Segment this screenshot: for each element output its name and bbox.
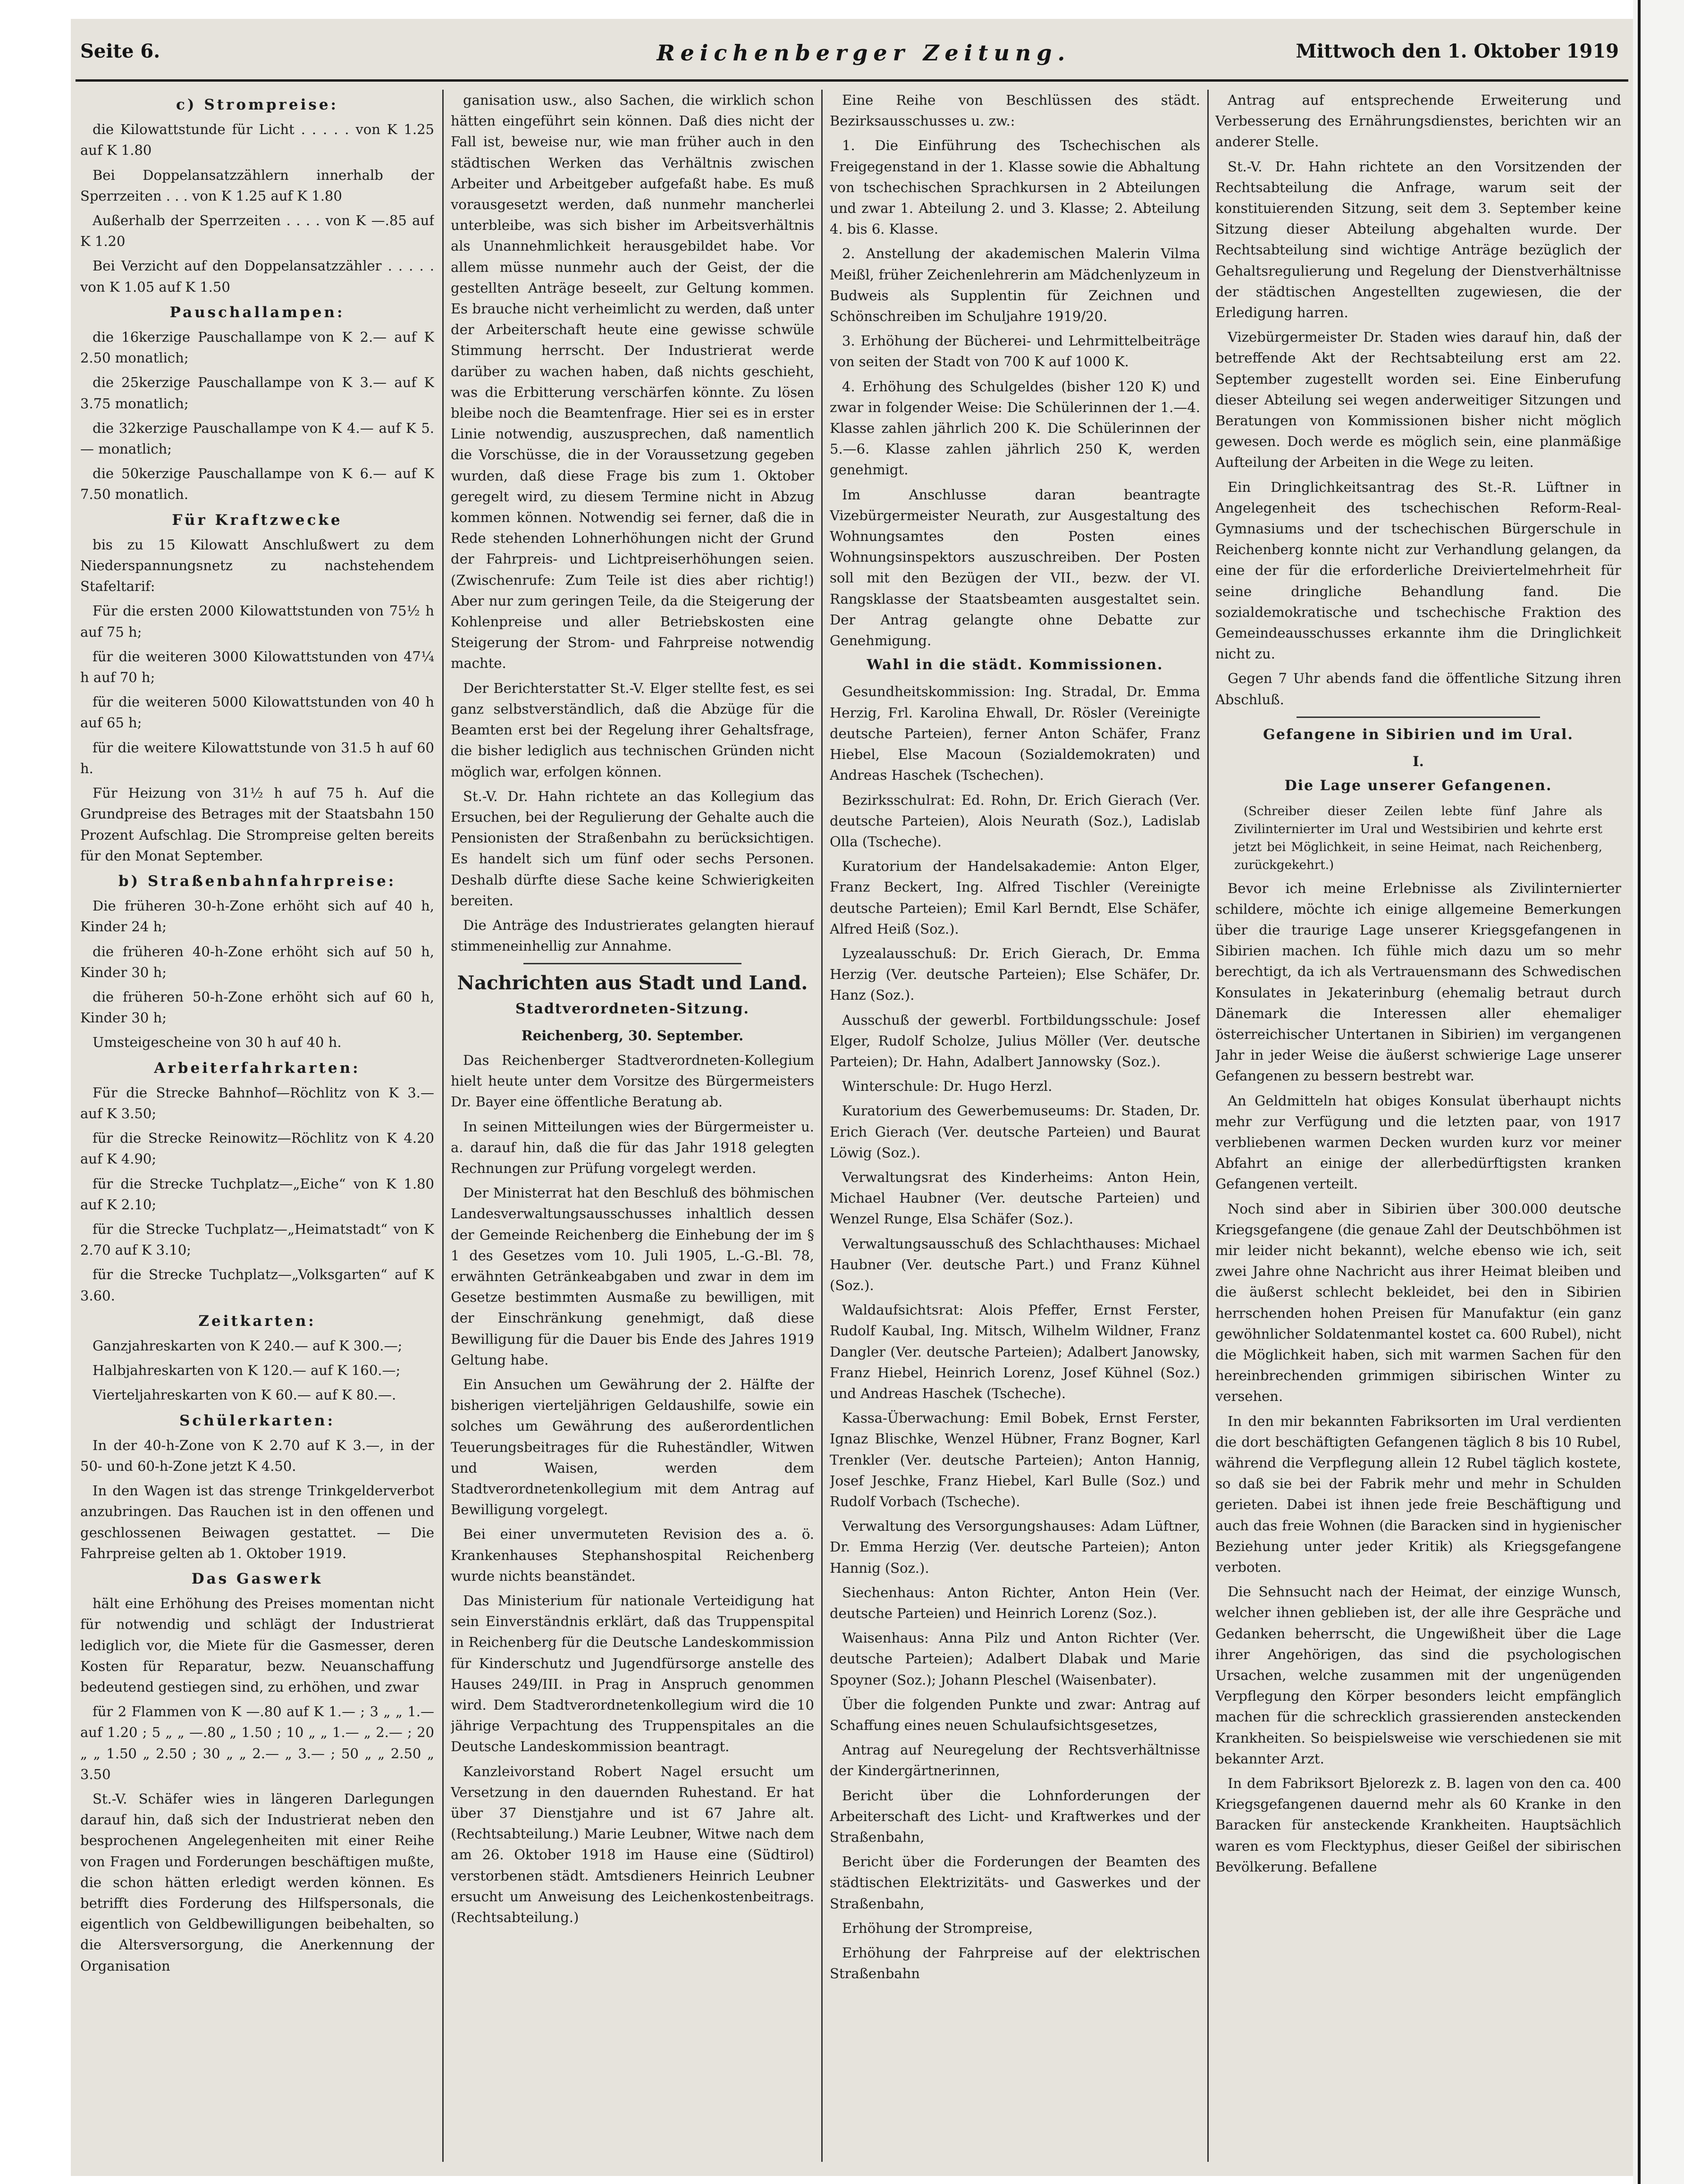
paragraph: Antrag auf Neuregelung der Rechtsverhältnisse der Kindergärtnerinnen, bbox=[830, 1742, 1200, 1779]
column-rule bbox=[442, 90, 444, 2162]
dateline: Reichenberg, 30. September. bbox=[521, 1027, 744, 1044]
column-1 bbox=[80, 90, 434, 2167]
paragraph: Das Ministerium für nationale Verteidigung hat sein Einverständnis erklärt, daß das Truppenspital in Reichenberg für die Deutsche Landeskommission für Kinderschutz und Jugendfürsorge anstelle des Hauses 249/III. in Prag in Anspruch genommen wird. Dem Stadtverordnetenkollegium wird die 10 jährige Verpachtung des Truppenspitales an die Deutsche Landeskommission beantragt. bbox=[451, 1593, 814, 1755]
paragraph: Das Reichenberger Stadtverordneten-Kollegium hielt heute unter dem Vorsitze des Bürgermeisters Dr. Bayer eine öffentliche Beratung ab. bbox=[451, 1052, 814, 1110]
paragraph: Kuratorium der Handelsakademie: Anton Elger, Franz Beckert, Ing. Alfred Tischler (Vereinigte deutsche Parteien); Emil Karl Berndt, Else Schäfer, Alfred Heiß (Soz.). bbox=[830, 858, 1200, 937]
paragraph: Vizebürgermeister Dr. Staden wies darauf hin, daß der betreffende Akt der Rechtsabteilung erst am 22. September zugestellt worden sei. Eine Einberufung dieser Abteilung sei wegen anderweitiger Sitzungen und Beratungen von Kommissionen bisher nicht möglich gewesen. Doch werde es möglich sein, eine planmäßige Aufteilung der Arbeiten in die Wege zu leiten. bbox=[1215, 329, 1621, 471]
paragraph: Halbjahreskarten von K 120.— auf K 160.—; bbox=[93, 1362, 401, 1379]
paragraph: Außerhalb der Sperrzeiten . . . . von K —.85 auf K 1.20 bbox=[80, 212, 434, 250]
paragraph: für die weiteren 5000 Kilowattstunden von 40 h auf 65 h; bbox=[80, 694, 434, 731]
paragraph: Bei Doppelansatzzählern innerhalb der Sperrzeiten . . . von K 1.25 auf K 1.80 bbox=[80, 167, 434, 204]
article-title: Gefangene in Sibirien und im Ural. bbox=[1263, 726, 1574, 743]
paragraph: In dem Fabriksort Bjelorezk z. B. lagen von den ca. 400 Kriegsgefangenen dauernd mehr als 60 Kranke in den Baracken für ansteckende Krankheiten. Hauptsächlich waren es vom Flecktyphus, dieser Geißel der sibirischen Bevölkerung. Befallene bbox=[1215, 1775, 1621, 1875]
editorial-note: (Schreiber dieser Zeilen lebte fünf Jahre als Zivilinternierter im Ural und Westsibirien und kehrte erst jetzt bei Möglichkeit, in seine Heimat, nach Reichenberg, zurückgekehrt.) bbox=[1234, 804, 1602, 872]
subheading: Das Gaswerk bbox=[191, 1570, 323, 1587]
paragraph: die 25kerzige Pauschallampe von K 3.— auf K 3.75 monatlich; bbox=[80, 374, 434, 412]
paragraph: Vierteljahreskarten von K 60.— auf K 80.—. bbox=[93, 1387, 396, 1403]
paragraph: für die weiteren 3000 Kilowattstunden von 47¼ h auf 70 h; bbox=[80, 648, 434, 686]
paragraph: 3. Erhöhung der Bücherei- und Lehrmittelbeiträge von seiten der Stadt von 700 K auf 1000 K. bbox=[830, 333, 1200, 370]
scan-edge-line bbox=[1638, 0, 1641, 2184]
paragraph: Bevor ich meine Erlebnisse als Zivilinternierter schildere, möchte ich einige allgemeine Bemerkungen über die traurige Lage unserer Kriegsgefangenen in Sibirien machen. Ich fühle mich dazu um so mehr berechtigt, da ich als Vertrauensmann des Schwedischen Konsulates in Jekaterinburg (ehemalig betraut durch Dänemark die Interessen aller ehemaliger österreichischer Untertanen in Sibirien) im vergangenen Jahr in jeder Weise die äußerst schwierige Lage unserer Gefangenen zu bessern bestrebt war. bbox=[1215, 880, 1621, 1084]
paragraph: für 2 Flammen von K —.80 auf K 1.— ; 3 „ „ 1.— auf 1.20 ; 5 „ „ —.80 „ 1.50 ; 10 „ „ 1.— „ 2.— ; 20 „ „ 1.50 „ 2.50 ; 30 „ „ 2.— „ 3.— ; 50 „ „ 2.50 „ 3.50 bbox=[80, 1703, 434, 1782]
paragraph: Gegen 7 Uhr abends fand die öffentliche Sitzung ihren Abschluß. bbox=[1215, 670, 1621, 708]
paragraph: Der Ministerrat hat den Beschluß des böhmischen Landesverwaltungsausschusses inhaltlich dessen der Gemeinde Reichenberg die Einhebung der im § 1 des Gesetzes vom 10. Juli 1905, L.-G.-Bl. 78, erwähnten Getränkeabgaben und zwar in dem im Gesetze bestimmten Ausmaße zu bewilligen, mit der Einschränkung genehmigt, daß diese Bewilligung für die Dauer bis Ende des Jahres 1919 Geltung habe. bbox=[451, 1185, 814, 1368]
column-rule bbox=[1207, 90, 1209, 2162]
paragraph: Bei Verzicht auf den Doppelansatzzähler . . . . . von K 1.05 auf K 1.50 bbox=[80, 258, 434, 295]
paragraph: für die Strecke Tuchplatz—„Volksgarten“ auf K 3.60. bbox=[80, 1266, 434, 1304]
paragraph: Für die ersten 2000 Kilowattstunden von 75½ h auf 75 h; bbox=[80, 603, 434, 640]
paragraph: Erhöhung der Fahrpreise auf der elektrischen Straßenbahn bbox=[830, 1945, 1200, 1982]
paragraph: die früheren 50-h-Zone erhöht sich auf 60 h, Kinder 30 h; bbox=[80, 988, 434, 1026]
paragraph: St.-V. Schäfer wies in längeren Darlegungen darauf hin, daß sich der Industrierat neben den besprochenen Angelegenheiten mit einer Reihe von Fragen und Forderungen beschäftigen mußte, die schon hätten erledigt werden können. Es betrifft dies Forderung des Hilfspersonals, die eigentlich von Geldbewilligungen beibehalten, so die Altersversorgung, die Anerkennung der Organisation bbox=[80, 1791, 434, 1974]
newspaper-title: Reichenberger Zeitung. bbox=[657, 40, 1071, 66]
scan-margin bbox=[1633, 0, 1684, 2184]
subheading: Für Kraftzwecke bbox=[172, 511, 343, 529]
paragraph: Waisenhaus: Anna Pilz und Anton Richter (Ver. deutsche Parteien); Adalbert Dlabak und Marie Spoyner (Soz.); Johann Pleschel (Waisenbater). bbox=[830, 1630, 1200, 1688]
paragraph: St.-V. Dr. Hahn richtete an das Kollegium das Ersuchen, bei der Regulierung der Gehalte auch die Pensionisten der Straßenbahn zu berücksichtigen. Es handelt sich um fünf oder sechs Personen. Deshalb dürfte diese Sache keine Schwierigkeiten bereiten. bbox=[451, 788, 814, 909]
subheading: Arbeiterfahrkarten: bbox=[154, 1059, 361, 1077]
dateline: I. bbox=[1413, 753, 1424, 770]
paragraph: Ganzjahreskarten von K 240.— auf K 300.—; bbox=[93, 1337, 403, 1354]
paragraph: St.-V. Dr. Hahn richtete an den Vorsitzenden der Rechtsabteilung die Anfrage, warum seit der konstituierenden Sitzung, seit dem 3. September keine Sitzung dieser Abteilung abgehalten wurde. Der Rechtsabteilung sind wichtige Anträge bezüglich der Gehaltsregulierung und Regelung der Dienstverhältnisse der städtischen Angestellten zugewiesen, die der Erledigung harren. bbox=[1215, 158, 1621, 321]
paragraph: die Kilowattstunde für Licht . . . . . von K 1.25 auf K 1.80 bbox=[80, 121, 434, 159]
paragraph: Kuratorium des Gewerbemuseums: Dr. Staden, Dr. Erich Gierach (Ver. deutsche Parteien) und Baurat Löwig (Soz.). bbox=[830, 1103, 1200, 1161]
paragraph: Kanzleivorstand Robert Nagel ersucht um Versetzung in den dauernden Ruhestand. Er hat über 37 Dienstjahre und ist 67 Jahre alt. (Rechtsabteilung.) Marie Leubner, Witwe nach dem am 26. Oktober 1918 im Hause eine (Südtirol) verstorbenen städt. Amtsdieners Heinrich Leubner ersucht um Anweisung des Leichenkostenbeitrags. (Rechtsabteilung.) bbox=[451, 1763, 814, 1926]
paragraph: Die Sehnsucht nach der Heimat, der einzige Wunsch, welcher ihnen geblieben ist, der alle ihre Gespräche und Gedanken beherrscht, die Ungewißheit über die Lage ihrer Angehörigen, das sind die psychologischen Ursachen, welche zusammen mit der ungenügenden Verpflegung den Körper besonders leicht empfänglich machen für die schrecklich grassierenden ansteckenden Krankheiten. So beispielsweise wie verschiedenen sie mit bekannter Arzt. bbox=[1215, 1584, 1621, 1767]
subheading: Zeitkarten: bbox=[198, 1312, 316, 1330]
paragraph: Im Anschlusse daran beantragte Vizebürgermeister Neurath, zur Ausgestaltung des Wohnungsamtes den Posten eines Wohnungsinspektors auszuschreiben. Der Posten soll mit den Bezügen der VII., bezw. der VI. Rangsklasse der Staatsbeamten ausgestaltet sein. Der Antrag gelangte ohne Debatte zur Genehmigung. bbox=[830, 486, 1200, 649]
paragraph: die 50kerzige Pauschallampe von K 6.— auf K 7.50 monatlich. bbox=[80, 465, 434, 503]
subheading: Pauschallampen: bbox=[169, 304, 345, 321]
paragraph: Antrag auf entsprechende Erweiterung und Verbesserung des Ernährungsdienstes, berichten wir an anderer Stelle. bbox=[1215, 92, 1621, 150]
paragraph: Ausschuß der gewerbl. Fortbildungsschule: Josef Elger, Rudolf Scholze, Julius Möller (Ver. deutsche Parteien); Dr. Hahn, Adalbert Jannowsky (Soz.). bbox=[830, 1012, 1200, 1070]
paragraph: für die Strecke Tuchplatz—„Eiche“ von K 1.80 auf K 2.10; bbox=[80, 1175, 434, 1213]
paragraph: Bezirksschulrat: Ed. Rohn, Dr. Erich Gierach (Ver. deutsche Parteien), Alois Neurath (Soz.), Ladislab Olla (Tscheche). bbox=[830, 792, 1200, 850]
paragraph: für die Strecke Reinowitz—Röchlitz von K 4.20 auf K 4.90; bbox=[80, 1130, 434, 1167]
column-rule bbox=[821, 90, 823, 2162]
issue-date: Mittwoch den 1. Oktober 1919 bbox=[1296, 40, 1619, 62]
column-2 bbox=[451, 90, 814, 2167]
article-title: Die Lage unserer Gefangenen. bbox=[1284, 777, 1552, 794]
paragraph: Noch sind aber in Sibirien über 300.000 deutsche Kriegsgefangene (die genaue Zahl der Deutschböhmen ist mir leider nicht bekannt), welche ebenso wie ich, seit zwei Jahre ohne Nachricht aus ihrer Heimat bleiben und die äußerst schlecht bekleidet, bei den in Sibirien herrschenden hohen Preisen für Manufaktur (ein ganz gewöhnlicher Soldatenmantel kostet ca. 600 Rubel), nicht die Möglichkeit haben, sich mit warmen Sachen für den hereinbrechenden grimmigen sibirischen Winter zu versehen. bbox=[1215, 1200, 1621, 1405]
paragraph: Der Berichterstatter St.-V. Elger stellte fest, es sei ganz selbstverständlich, daß die Abzüge für die Beamten erst bei der Regelung ihrer Gehaltsfrage, die bisher lediglich aus technischen Gründen nicht möglich war, erfolgen können. bbox=[451, 680, 814, 780]
header-rule bbox=[76, 79, 1628, 82]
paragraph: Bei einer unvermuteten Revision des a. ö. Krankenhauses Stephanshospital Reichenberg wurde nichts beanständet. bbox=[451, 1526, 814, 1584]
column-3 bbox=[830, 90, 1200, 2167]
paragraph: die 32kerzige Pauschallampe von K 4.— auf K 5.— monatlich; bbox=[80, 420, 434, 457]
paragraph: Gesundheitskommission: Ing. Stradal, Dr. Emma Herzig, Frl. Karolina Ehwall, Dr. Rösler (Vereinigte deutsche Parteien), ferner Anton Schäfer, Franz Hiebel, Else Macoun (Sozialdemokraten) und Andreas Haschek (Tschechen). bbox=[830, 683, 1200, 784]
section-heading: Nachrichten aus Stadt und Land. bbox=[457, 972, 808, 995]
paragraph: Bericht über die Lohnforderungen der Arbeiterschaft des Licht- und Kraftwerkes und der Straßenbahn, bbox=[830, 1787, 1200, 1846]
paragraph: die 16kerzige Pauschallampe von K 2.— auf K 2.50 monatlich; bbox=[80, 329, 434, 366]
paragraph: ganisation usw., also Sachen, die wirklich schon hätten eingeführt sein können. Daß dies nicht der Fall ist, beweise nur, wie man früher auch in den städtischen Werken das Verhältnis zwischen Arbeiter und Arbeitgeber aufgefaßt habe. Es muß vorausgesetzt werden, daß nunmehr mancherlei unterbleibe, was sich bisher im Arbeitsverhältnis als Unannehmlichkeit herausgebildet habe. Vor allem müsse nunmehr auch der Geist, der die gestellten Anträge beseelt, zur Geltung kommen. Es brauche nicht verheimlicht zu werden, daß unter der Arbeiterschaft heute eine gewisse schwüle Stimmung herrscht. Der Industrierat werde darüber zu wachen haben, daß nichts geschieht, was die Erbitterung verschärfen könnte. Zu lösen bleibe noch die Beamtenfrage. Hier sei es in erster Linie notwendig, auszusprechen, daß namentlich die Vorschüsse, die in der Voraussetzung gegeben wurden, daß diese Frage bis zum 1. Oktober geregelt wird, zu diesem Termine nicht in Abzug kommen können. Notwendig sei ferner, daß die in Rede stehenden Lohnerhöhungen nicht der Grund der Fahrpreis- und Lichtpreiserhöhungen seien. (Zwischenrufe: Zum Teile ist dies aber richtig!) Aber nur zum geringen Teile, da die Steigerung der Kohlenpreise und aller Betriebskosten eine Steigerung der Strom- und Fahrpreise notwendig machte. bbox=[451, 92, 814, 672]
paragraph: Eine Reihe von Beschlüssen des städt. Bezirksausschusses u. zw.: bbox=[830, 92, 1200, 129]
paragraph: hält eine Erhöhung des Preises momentan nicht für notwendig und schlägt der Industrierat lediglich vor, die Miete für die Gasmesser, deren Kosten für Reparatur, bezw. Neuanschaffung bedeutend gestiegen sind, zu erhöhen, und zwar bbox=[80, 1595, 434, 1695]
paragraph: Umsteigescheine von 30 h auf 40 h. bbox=[93, 1034, 342, 1051]
column-4 bbox=[1215, 90, 1621, 2167]
subheading: b) Straßenbahnfahrpreise: bbox=[118, 872, 396, 890]
paragraph: Verwaltungsrat des Kinderheims: Anton Hein, Michael Haubner (Ver. deutsche Parteien) und Wenzel Runge, Elsa Schäfer (Soz.). bbox=[830, 1169, 1200, 1227]
paragraph: Ein Ansuchen um Gewährung der 2. Hälfte der bisherigen vierteljährigen Geldaushilfe, sowie ein solches um Gewährung des außerordentlichen Teuerungsbeitrages für die Ruheständler, Witwen und Waisen, werden dem Stadtverordnetenkollegium mit dem Antrag auf Bewilligung vorgelegt. bbox=[451, 1376, 814, 1518]
subheading: c) Strompreise: bbox=[176, 96, 338, 113]
section-divider bbox=[523, 963, 741, 964]
paragraph: Verwaltung des Versorgungshauses: Adam Lüftner, Dr. Emma Herzig (Ver. deutsche Parteien); Anton Hannig (Soz.). bbox=[830, 1518, 1200, 1576]
paragraph: 2. Anstellung der akademischen Malerin Vilma Meißl, früher Zeichenlehrerin am Mädchenlyzeum in Budweis als Supplentin für Zeichnen und Schönschreiben im Schuljahre 1919/20. bbox=[830, 245, 1200, 325]
paragraph: 4. Erhöhung des Schulgeldes (bisher 120 K) und zwar in folgender Weise: Die Schülerinnen der 1.—4. Klasse zahlen jährlich 200 K. Die Schülerinnen der 5.—6. Klasse zahlen jährlich 250 K, werden genehmigt. bbox=[830, 378, 1200, 478]
paragraph: bis zu 15 Kilowatt Anschlußwert zu dem Niederspannungsnetz zu nachstehendem Stafeltarif: bbox=[80, 536, 434, 595]
paragraph: Winterschule: Dr. Hugo Herzl. bbox=[842, 1078, 1052, 1095]
paragraph: für die weitere Kilowattstunde von 31.5 h auf 60 h. bbox=[80, 739, 434, 776]
paragraph: Kassa-Überwachung: Emil Bobek, Ernst Ferster, Ignaz Blischke, Wenzel Hübner, Franz Bogner, Karl Trenkler (Ver. deutsche Parteien); Anton Hannig, Josef Jeschke, Franz Hiebel, Karl Bulle (Soz.) und Rudolf Vorbach (Tscheche). bbox=[830, 1410, 1200, 1509]
paragraph: die früheren 40-h-Zone erhöht sich auf 50 h, Kinder 30 h; bbox=[80, 943, 434, 980]
paragraph: Verwaltungsausschuß des Schlachthauses: Michael Haubner (Ver. deutsche Part.) und Franz Kühnel (Soz.). bbox=[830, 1235, 1200, 1293]
paragraph: In den Wagen ist das strenge Trinkgelderverbot anzubringen. Das Rauchen ist in den offenen und geschlossenen Beiwagen gestattet. — Die Fahrpreise gelten ab 1. Oktober 1919. bbox=[80, 1483, 434, 1561]
newspaper-sheet bbox=[71, 19, 1633, 2176]
paragraph: Lyzealausschuß: Dr. Erich Gierach, Dr. Emma Herzig (Ver. deutsche Parteien); Else Schäfer, Dr. Hanz (Soz.). bbox=[830, 945, 1200, 1003]
paragraph: Ein Dringlichkeitsantrag des St.-R. Lüftner in Angelegenheit des tschechischen Reform-Real-Gymnasiums und der tschechischen Bürgerschule in Reichenberg konnte nicht zur Verhandlung gelangen, da eine der für die erforderliche Dreiviertelmehrheit für seine dringliche Behandlung fand. Die sozialdemokratische und tschechische Fraktion des Gemeindeausschusses erkannte ihm die Dringlichkeit nicht zu. bbox=[1215, 479, 1621, 662]
page-number: Seite 6. bbox=[80, 40, 160, 62]
paragraph: In seinen Mitteilungen wies der Bürgermeister u. a. darauf hin, daß die für das Jahr 1918 gelegten Rechnungen zur Prüfung vorgelegt werden. bbox=[451, 1118, 814, 1176]
subheading: Schülerkarten: bbox=[179, 1412, 336, 1429]
paragraph: Für Heizung von 31½ h auf 75 h. Auf die Grundpreise des Betrages mit der Staatsbahn 150 Prozent Aufschlag. Die Strompreise gelten bereits für den Monat September. bbox=[80, 785, 434, 864]
paragraph: Bericht über die Forderungen der Beamten des städtischen Elektrizitäts- und Gaswerkes und der Straßenbahn, bbox=[830, 1854, 1200, 1912]
paragraph: An Geldmitteln hat obiges Konsulat überhaupt nichts mehr zur Verfügung und die letzten paar, von 1917 verbliebenen warmen Decken wurden kurz vor meiner Abfahrt an einige der allerbedürftigsten kranken Gefangenen verteilt. bbox=[1215, 1092, 1621, 1192]
paragraph: Für die Strecke Bahnhof—Röchlitz von K 3.— auf K 3.50; bbox=[80, 1084, 434, 1122]
article-title: Stadtverordneten-Sitzung. bbox=[515, 1000, 749, 1017]
paragraph: 1. Die Einführung des Tschechischen als Freigegenstand in der 1. Klasse sowie die Abhaltung von tschechischen Sprachkursen in 2 Abteilungen und zwar 1. Abteilung 2. und 3. Klasse; 2. Abteilung 4. bis 6. Klasse. bbox=[830, 137, 1200, 237]
section-divider bbox=[1297, 717, 1540, 718]
paragraph: Die Anträge des Industrierates gelangten hierauf stimmeneinhellig zur Annahme. bbox=[451, 917, 814, 954]
paragraph: In den mir bekannten Fabriksorten im Ural verdienten die dort beschäftigten Gefangenen täglich 8 bis 10 Rubel, während die Verpflegung allein 12 Rubel täglich kostete, so daß sie bei der Fabrik mehr und mehr in Schulden gerieten. Dabei ist ihnen jede freie Beschäftigung und auch das freie Wohnen (die Baracken sind in hygienischer Beziehung unter jeder Kritik) als Kriegsgefangene verboten. bbox=[1215, 1413, 1621, 1575]
paragraph: für die Strecke Tuchplatz—„Heimatstadt“ von K 2.70 auf K 3.10; bbox=[80, 1221, 434, 1258]
paragraph: Über die folgenden Punkte und zwar: Antrag auf Schaffung eines neuen Schulaufsichtsgesetzes, bbox=[830, 1696, 1200, 1734]
article-title: Wahl in die städt. Kommissionen. bbox=[867, 657, 1163, 674]
paragraph: Siechenhaus: Anton Richter, Anton Hein (Ver. deutsche Parteien) und Heinrich Lorenz (Soz.). bbox=[830, 1584, 1200, 1622]
paragraph: Erhöhung der Strompreise, bbox=[842, 1920, 1033, 1936]
paragraph: Die früheren 30-h-Zone erhöht sich auf 40 h, Kinder 24 h; bbox=[80, 898, 434, 935]
paragraph: In der 40-h-Zone von K 2.70 auf K 3.—, in der 50- und 60-h-Zone jetzt K 4.50. bbox=[80, 1437, 434, 1474]
paragraph: Waldaufsichtsrat: Alois Pfeffer, Ernst Ferster, Rudolf Kaubal, Ing. Mitsch, Wilhelm Wildner, Franz Dangler (Ver. deutsche Parteien); Adalbert Janowsky, Franz Hiebel, Heinrich Lorenz, Josef Kühnel (Soz.) und Andreas Haschek (Tscheche). bbox=[830, 1302, 1200, 1401]
